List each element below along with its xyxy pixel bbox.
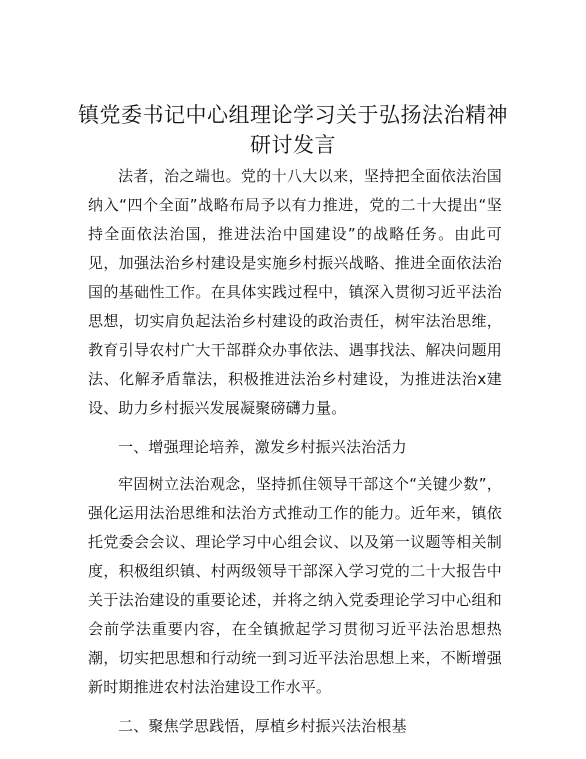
section-1-heading: 一、增强理论培养，激发乡村振兴法治活力 bbox=[118, 438, 407, 456]
section-2-heading: 二、聚焦学思践悟，厚植乡村振兴法治根基 bbox=[118, 717, 407, 735]
section-1-paragraph: 牢固树立法治观念，坚持抓住领导干部这个“关键少数”，强化运用法治思维和法治方式推动工作的能力。近年来，镇依托党委会会议、理论学习中心组会议、以及第一议题等相关制度，积极组织镇、村两级领导干部深入学习党的二十大报告中关于法治建设的重要论述，并将之纳入党委理论学习中心组和会前学法重要内容，在全镇掀起学习贯彻习近平法治思想热潮，切实把思想和行动统一到习近平法治思想上来，不断增强新时期推进农村法治建设工作水平。 bbox=[88, 475, 502, 696]
document-body bbox=[88, 162, 502, 749]
document-title-line-2: 研讨发言 bbox=[250, 133, 336, 157]
intro-paragraph: 法者，治之端也。党的十八大以来，坚持把全面依法治国纳入“四个全面”战略布局予以有力推进，党的二十大提出“坚持全面依法治国，推进法治中国建设”的战略任务。由此可见，加强法治乡村建设是实施乡村振兴战略、推进全面依法治国的基础性工作。在具体实践过程中，镇深入贯彻习近平法治思想，切实肩负起法治乡村建设的政治责任，树牢法治思维，教育引导农村广大干部群众办事依法、遇事找法、解决问题用法、化解矛盾靠法，积极推进法治乡村建设，为推进法治x建设、助力乡村振兴发展凝聚磅礴力量。 bbox=[88, 167, 502, 417]
document-title-line-1: 镇党委书记中心组理论学习关于弘扬法治精神 bbox=[78, 103, 508, 127]
